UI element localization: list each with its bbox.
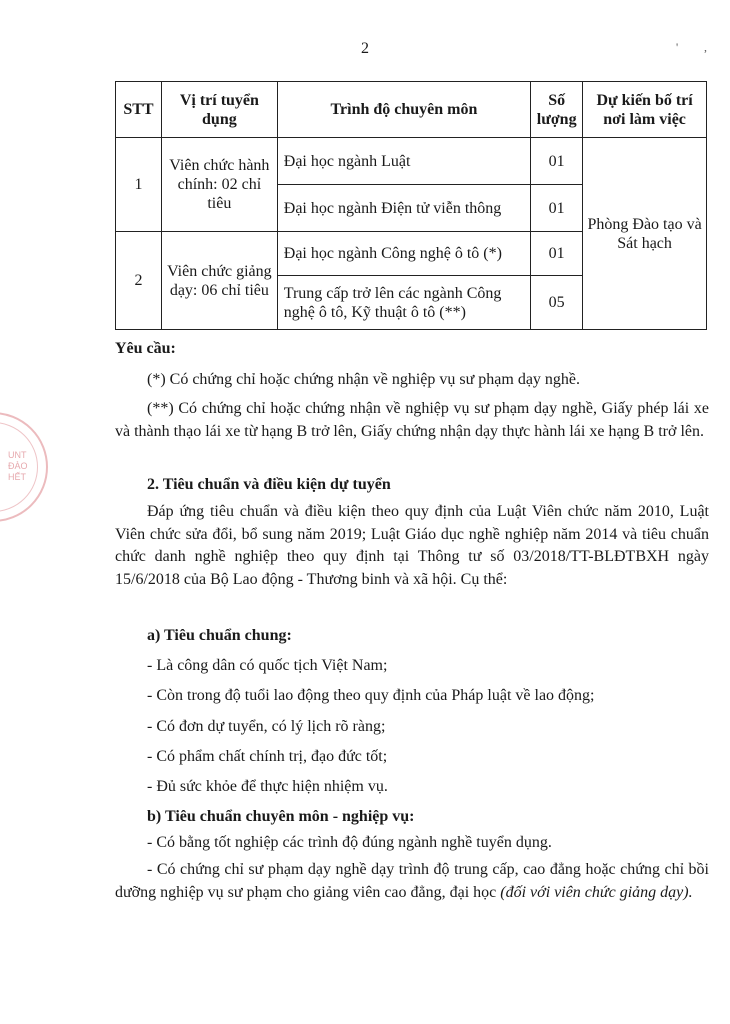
professional-standards-heading: b) Tiêu chuẩn chuyên môn - nghiệp vụ: [147, 808, 415, 825]
requirements-heading: Yêu cầu: [115, 340, 176, 357]
general-standards-heading: a) Tiêu chuẩn chung: [147, 627, 292, 644]
header-stt: STT [116, 82, 162, 138]
cell-position: Viên chức giảng dạy: 06 chỉ tiêu [161, 232, 277, 330]
red-seal-stamp [0, 412, 48, 522]
cell-qualification: Đại học ngành Công nghệ ô tô (*) [277, 232, 530, 276]
general-item: - Còn trong độ tuổi lao động theo quy định của Pháp luật về lao động; [147, 687, 595, 704]
professional-item: - Có bằng tốt nghiệp các trình độ đúng ngành nghề tuyển dụng. [147, 834, 552, 851]
cell-position: Viên chức hành chính: 02 chỉ tiêu [161, 138, 277, 232]
cell-qualification: Đại học ngành Điện tử viễn thông [277, 185, 530, 232]
table-row [116, 138, 707, 185]
page-number: 2 [361, 40, 369, 57]
requirement-note-2: (**) Có chứng chỉ hoặc chứng nhận về nghiệp vụ sư phạm dạy nghề, Giấy phép lái xe và thành thạo lái xe từ hạng B trở lên, Giấy chứng nhận dạy thực hành lái xe hạng B trở lên. [115, 400, 709, 440]
section-2-heading: 2. Tiêu chuẩn và điều kiện dự tuyển [147, 476, 391, 493]
scan-mark: ' [676, 40, 679, 54]
scan-mark: , [704, 40, 707, 54]
cell-stt: 1 [116, 138, 162, 232]
cell-stt: 2 [116, 232, 162, 330]
general-item: - Có đơn dự tuyển, có lý lịch rõ ràng; [147, 718, 386, 735]
stamp-text: UNT ĐÀO HẾT [8, 450, 28, 482]
general-item: - Là công dân có quốc tịch Việt Nam; [147, 657, 388, 674]
section-2-intro: Đáp ứng tiêu chuẩn và điều kiện theo quy định của Luật Viên chức năm 2010, Luật Viên chức sửa đổi, bổ sung năm 2019; Luật Giáo dục nghề nghiệp năm 2014 và tiêu chuẩn chức danh nghề nghiệp theo quy định tại Thông tư số 03/2018/TT-BLĐTBXH ngày 15/6/2018 của Bộ Lao động - Thương binh và xã hội. Cụ thể: [115, 503, 709, 588]
table-header-row [116, 82, 707, 138]
general-item: - Đủ sức khỏe để thực hiện nhiệm vụ. [147, 778, 388, 795]
header-qualification: Trình độ chuyên môn [277, 82, 530, 138]
cell-workplace: Phòng Đào tạo và Sát hạch [583, 138, 707, 330]
professional-item-text: - Có chứng chỉ sư phạm dạy nghề dạy trình độ trung cấp, cao đẳng hoặc chứng chỉ bồi dưỡng nghiệp vụ sư phạm cho giảng viên cao đẳng, đại học [115, 861, 709, 901]
cell-quantity: 05 [531, 276, 583, 330]
requirement-note-1: (*) Có chứng chỉ hoặc chứng nhận về nghiệp vụ sư phạm dạy nghề. [147, 371, 581, 388]
recruitment-table [115, 81, 707, 330]
cell-qualification: Đại học ngành Luật [277, 138, 530, 185]
header-quantity: Số lượng [531, 82, 583, 138]
header-position: Vị trí tuyển dụng [161, 82, 277, 138]
professional-item-note: (đối với viên chức giảng dạy). [500, 883, 693, 901]
header-workplace: Dự kiến bố trí nơi làm việc [583, 82, 707, 138]
cell-quantity: 01 [531, 138, 583, 185]
cell-quantity: 01 [531, 185, 583, 232]
professional-item [115, 859, 709, 904]
general-item: - Có phẩm chất chính trị, đạo đức tốt; [147, 748, 388, 765]
cell-qualification: Trung cấp trở lên các ngành Công nghệ ô tô, Kỹ thuật ô tô (**) [277, 276, 530, 330]
cell-quantity: 01 [531, 232, 583, 276]
